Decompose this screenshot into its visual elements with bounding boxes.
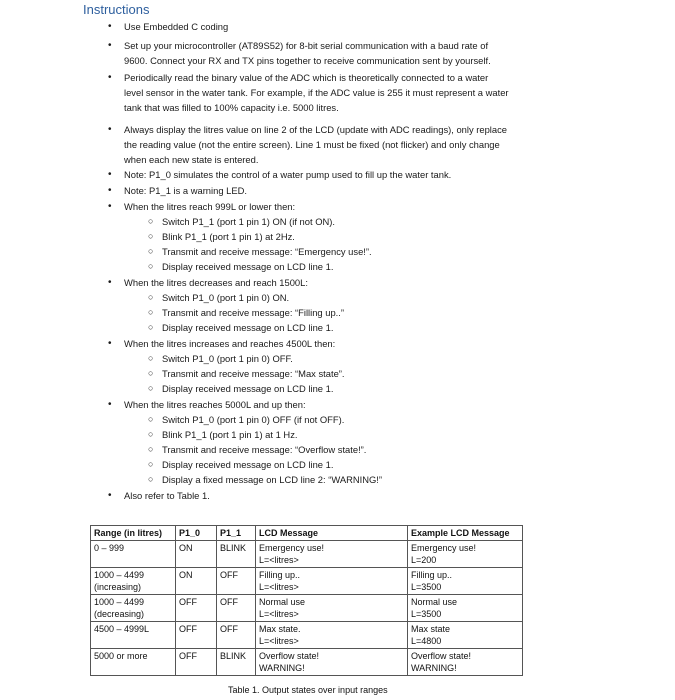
circle-bullet-icon: ○ [148, 353, 154, 363]
range-cell: 0 – 999 [91, 541, 176, 568]
lcd-message-cell: Filling up.. L=<litres> [256, 568, 408, 595]
p1-1-cell: OFF [217, 622, 256, 649]
list-item-text: Always display the litres value on line 2 of the LCD (update with ADC readings), only replace [124, 124, 508, 135]
list-item-text: Note: P1_0 simulates the control of a water pump used to fill up the water tank. [124, 169, 452, 180]
p1-0-cell: OFF [176, 595, 217, 622]
table-row [91, 568, 523, 595]
list-item-text: When the litres reaches 5000L and up then: [124, 399, 306, 410]
bullet-icon: • [108, 201, 112, 212]
list-item-text: Set up your microcontroller (AT89S52) for 8-bit serial communication with a baud rate of [124, 40, 489, 51]
list-item-text: Use Embedded C coding [124, 21, 229, 32]
p1-1-cell: OFF [217, 595, 256, 622]
table-row [91, 541, 523, 568]
list-item [108, 19, 229, 34]
list-item-text: Note: P1_1 is a warning LED. [124, 185, 247, 196]
p1-0-cell: OFF [176, 649, 217, 676]
circle-bullet-icon: ○ [148, 292, 154, 302]
sub-list-item: ○ Switch P1_0 (port 1 pin 0) OFF. [148, 353, 293, 364]
bullet-icon: • [108, 399, 112, 410]
range-cell: 1000 – 4499 (increasing) [91, 568, 176, 595]
list-item-text: the reading value (not the entire screen). Line 1 must be fixed (not flicker) and only change [124, 139, 500, 150]
list-item [108, 336, 336, 351]
sub-list-item: ○ Switch P1_0 (port 1 pin 0) OFF (if not OFF). [148, 414, 345, 425]
p1-0-cell: OFF [176, 622, 217, 649]
table-row [91, 649, 523, 676]
circle-bullet-icon: ○ [148, 231, 154, 241]
table-row [91, 595, 523, 622]
column-header: Example LCD Message [408, 526, 523, 541]
column-header: P1_1 [217, 526, 256, 541]
bullet-icon: • [108, 40, 112, 51]
sub-list-item: ○ Blink P1_1 (port 1 pin 1) at 2Hz. [148, 231, 295, 242]
p1-1-cell: BLINK [217, 541, 256, 568]
list-item-text: Periodically read the binary value of the ADC which is theoretically connected to a water [124, 72, 489, 83]
list-item-text: When the litres increases and reaches 4500L then: [124, 338, 336, 349]
range-cell: 4500 – 4999L [91, 622, 176, 649]
circle-bullet-icon: ○ [148, 216, 154, 226]
table-caption: Table 1. Output states over input ranges [228, 685, 388, 695]
bullet-icon: • [108, 169, 112, 180]
sub-list-item: ○ Display a fixed message on LCD line 2: “WARNING!” [148, 474, 383, 485]
example-message-cell: Filling up.. L=3500 [408, 568, 523, 595]
sub-list-item: ○ Switch P1_0 (port 1 pin 0) ON. [148, 292, 290, 303]
lcd-message-cell: Normal use L=<litres> [256, 595, 408, 622]
circle-bullet-icon: ○ [148, 459, 154, 469]
p1-0-cell: ON [176, 568, 217, 595]
sub-list-item: ○ Transmit and receive message: “Max state”. [148, 368, 345, 379]
circle-bullet-icon: ○ [148, 383, 154, 393]
sub-list-item: ○ Transmit and receive message: “Emergency use!”. [148, 246, 372, 257]
list-item-text: tank that was filled to 100% capacity i.e. 5000 litres. [124, 102, 339, 113]
lcd-message-cell: Max state. L=<litres> [256, 622, 408, 649]
list-item-text: level sensor in the water tank. For example, if the ADC value is 255 it must represent a water [124, 87, 509, 98]
list-item [108, 167, 452, 182]
table-row [91, 622, 523, 649]
sub-list-item: ○ Transmit and receive message: “Filling up..” [148, 307, 345, 318]
list-item-text: When the litres decreases and reach 1500L: [124, 277, 308, 288]
sub-list-item: ○ Display received message on LCD line 1. [148, 383, 334, 394]
example-message-cell: Normal use L=3500 [408, 595, 523, 622]
circle-bullet-icon: ○ [148, 368, 154, 378]
instructions-heading: Instructions [83, 2, 150, 17]
bullet-icon: • [108, 277, 112, 288]
list-item [108, 397, 306, 412]
bullet-icon: • [108, 21, 112, 32]
sub-list-item: ○ Display received message on LCD line 1. [148, 459, 334, 470]
example-message-cell: Emergency use! L=200 [408, 541, 523, 568]
circle-bullet-icon: ○ [148, 414, 154, 424]
list-item [108, 38, 491, 68]
list-item [108, 122, 508, 167]
lcd-message-cell: Emergency use! L=<litres> [256, 541, 408, 568]
example-message-cell: Max state L=4800 [408, 622, 523, 649]
output-states-table [90, 525, 523, 676]
range-cell: 1000 – 4499 (decreasing) [91, 595, 176, 622]
p1-1-cell: BLINK [217, 649, 256, 676]
sub-list-item: ○ Switch P1_1 (port 1 pin 1) ON (if not ON). [148, 216, 335, 227]
circle-bullet-icon: ○ [148, 261, 154, 271]
list-item [108, 199, 296, 214]
table-header-row [91, 526, 523, 541]
list-item-text: 9600. Connect your RX and TX pins together to receive communication sent by yourself. [124, 55, 491, 66]
circle-bullet-icon: ○ [148, 307, 154, 317]
column-header: Range (in litres) [91, 526, 176, 541]
list-item [108, 275, 308, 290]
bullet-icon: • [108, 72, 112, 83]
bullet-icon: • [108, 338, 112, 349]
circle-bullet-icon: ○ [148, 322, 154, 332]
range-cell: 5000 or more [91, 649, 176, 676]
list-item-text: When the litres reach 999L or lower then: [124, 201, 296, 212]
sub-list-item: ○ Display received message on LCD line 1. [148, 261, 334, 272]
circle-bullet-icon: ○ [148, 429, 154, 439]
p1-1-cell: OFF [217, 568, 256, 595]
p1-0-cell: ON [176, 541, 217, 568]
circle-bullet-icon: ○ [148, 474, 154, 484]
list-item [108, 183, 247, 198]
bullet-icon: • [108, 124, 112, 135]
circle-bullet-icon: ○ [148, 246, 154, 256]
column-header: LCD Message [256, 526, 408, 541]
list-item-text: when each new state is entered. [124, 154, 259, 165]
list-item-text: Also refer to Table 1. [124, 490, 210, 501]
bullet-icon: • [108, 185, 112, 196]
circle-bullet-icon: ○ [148, 444, 154, 454]
sub-list-item: ○ Blink P1_1 (port 1 pin 1) at 1 Hz. [148, 429, 298, 440]
column-header: P1_0 [176, 526, 217, 541]
list-item [108, 488, 210, 503]
sub-list-item: ○ Transmit and receive message: “Overflow state!”. [148, 444, 367, 455]
sub-list-item: ○ Display received message on LCD line 1. [148, 322, 334, 333]
example-message-cell: Overflow state! WARNING! [408, 649, 523, 676]
list-item [108, 70, 509, 115]
lcd-message-cell: Overflow state! WARNING! [256, 649, 408, 676]
bullet-icon: • [108, 490, 112, 501]
